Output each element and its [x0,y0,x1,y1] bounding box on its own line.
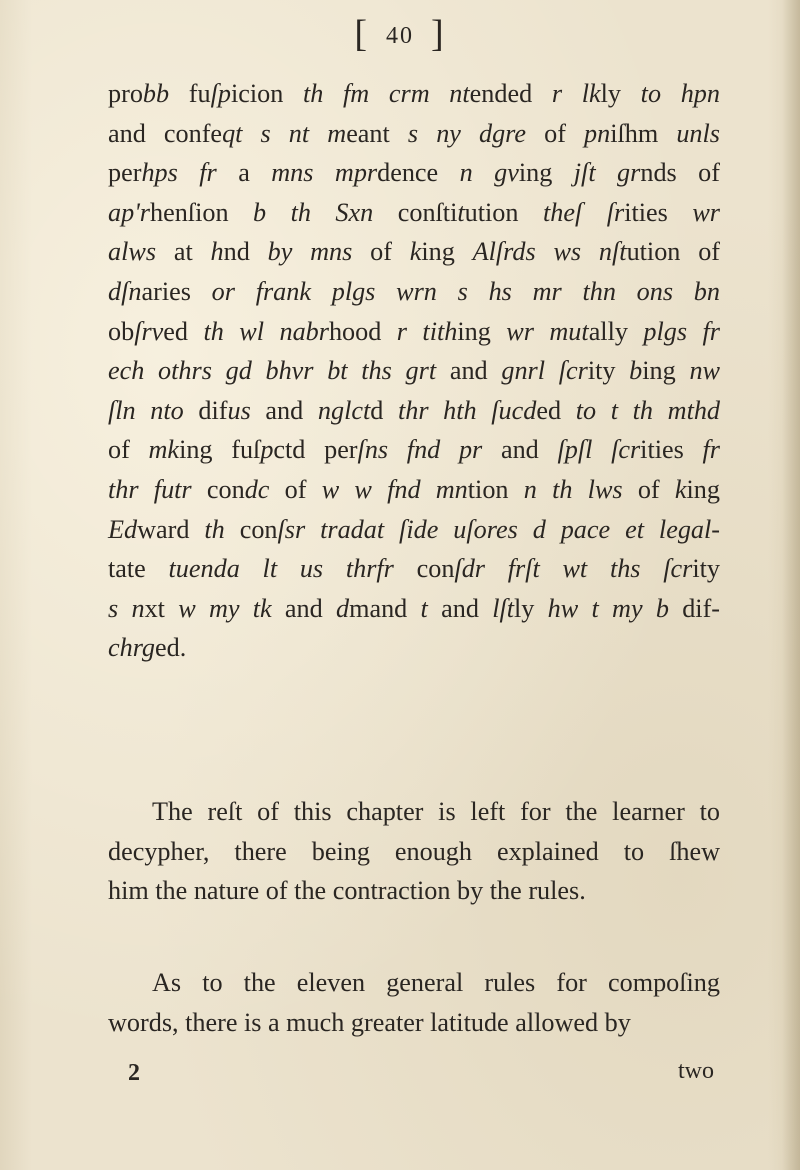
italic-run: mk [148,435,180,465]
italic-run: ech othrs gd bhvr bt ths grt [108,356,437,386]
text-line [108,153,720,193]
roman-run: words, there is a much greater latitude allowed by [108,1007,631,1037]
roman-run: tion [467,474,524,504]
roman-run: and [427,593,493,623]
italic-run: tuenda lt us thrfr [168,554,394,584]
italic-run: Ed [108,514,138,544]
roman-run: ution [464,197,543,227]
italic-run: Alſrds ws nſt [472,237,627,267]
roman-run: nds of [640,158,720,188]
roman-run: ities [640,435,703,465]
italic-run: ſln nto [108,395,184,425]
page-header [0,14,800,56]
text-line [108,351,720,391]
roman-run: and [250,395,318,425]
roman-run: at [156,237,211,267]
italic-run: t [457,197,465,227]
italic-run: n gv [459,158,519,188]
italic-run: ſpſl ſcr [557,435,641,465]
roman-run: conſti [373,197,458,227]
italic-run: w my tk [178,593,272,623]
roman-run: of [526,118,585,148]
catchword: two [678,1058,714,1084]
roman-run: and [271,593,336,623]
roman-run: ctd per [273,435,358,465]
italic-run: b th Sxn [253,197,374,227]
text-line [108,74,720,114]
roman-run: of [622,474,675,504]
roman-run: eant [346,118,408,148]
roman-run: ally [588,316,644,346]
italic-run: by mns [267,237,353,267]
roman-run: ended [469,79,552,108]
italic-run: ap'r [108,197,150,227]
italic-run: chrg [108,633,156,663]
italic-run: thr hth ſucd [397,395,537,425]
roman-run: dif- [668,593,721,623]
italic-run: pn [584,118,611,148]
italic-run: r tith [396,316,458,346]
italic-run: to t th mthd [575,395,721,425]
roman-run: and [436,356,502,386]
text-line [108,312,720,352]
italic-run: unls [676,118,720,148]
italic-run: ſns fnd pr [357,435,483,465]
text-line [108,963,720,1003]
italic-run: ſrv [134,316,164,346]
roman-run: dence [377,158,460,188]
roman-run: pro [108,79,143,108]
roman-run: ities [624,197,693,227]
text-line [108,1003,720,1043]
italic-run: gnrl ſcr [501,356,588,386]
text-line [108,232,720,272]
roman-run: him the nature of the contraction by the rules. [108,876,586,906]
paragraph-explanation [108,792,720,911]
text-line [108,510,720,550]
text-line [108,430,720,470]
roman-run: ed. [155,633,187,663]
roman-run: d [370,395,398,425]
italic-run: bb [142,79,170,108]
roman-run: ly [514,593,548,623]
roman-run: ed [536,395,576,425]
italic-run: th wl nabr [203,316,329,346]
text-line [108,589,720,629]
text-line [108,832,720,872]
italic-run: p [260,435,274,465]
italic-run: plgs fr [643,316,720,346]
italic-run: alws [108,237,157,267]
roman-run: of [269,474,322,504]
roman-run: per [108,158,142,188]
italic-run: s n [108,593,145,623]
paragraph-abbreviated-text [108,74,720,668]
italic-run: qt s nt m [222,118,347,148]
italic-run: w w fnd mn [321,474,468,504]
text-line [108,549,720,589]
italic-run: k [674,474,687,504]
text-line [108,391,720,431]
text-line [108,628,720,668]
roman-run: of [108,435,149,465]
italic-run: th fm crm nt [303,79,470,108]
roman-run: fu [169,79,211,108]
italic-run: dſn [108,276,142,306]
italic-run: mns mpr [271,158,378,188]
roman-run: The reſt of this chapter is left for the learner to [152,797,720,826]
italic-run: wr mut [506,316,589,346]
roman-run: hood [328,316,397,346]
right-bracket: ] [431,13,446,55]
roman-run: a [216,158,272,188]
italic-run: n th lws [523,474,623,504]
roman-run: ing [457,316,507,346]
roman-run: ity [587,356,630,386]
roman-run: decypher, there being enough explained to ſhew [108,836,720,866]
italic-run: ſsr tradat ſide uſores d pace et legal- [277,514,720,544]
roman-run: mand [349,593,421,623]
italic-run: th [204,514,225,544]
roman-run: nd [223,237,268,267]
text-line [108,792,720,832]
roman-run: con [224,514,278,544]
roman-run: ing [518,158,574,188]
italic-run: nglct [317,395,371,425]
roman-run: iſhm [610,118,677,148]
text-line [108,470,720,510]
italic-run: b [629,356,643,386]
text-line [108,114,720,154]
roman-run: icion [230,79,303,108]
paragraph-general-rules [108,963,720,1042]
italic-run: nw [689,356,720,386]
italic-run: lſt [492,593,515,623]
roman-run: ob [108,316,135,346]
italic-run: ſdr frſt wt ths ſcr [454,554,693,584]
page-edge-shadow [782,0,800,1170]
page-number: 40 [386,23,414,49]
roman-run: ing [642,356,690,386]
roman-run: ing [686,474,720,504]
roman-run: ution of [626,237,721,267]
italic-run: or frank plgs wrn s hs mr thn ons bn [211,276,720,306]
roman-run: tate [108,554,169,584]
italic-run: r lk [551,79,601,108]
italic-run: fr [702,435,720,465]
italic-run: d [336,593,350,623]
left-bracket: [ [354,13,369,55]
roman-run: ed [163,316,204,346]
roman-run: and confe [108,118,223,148]
roman-run: and [482,435,558,465]
roman-run: of [352,237,410,267]
italic-run: h [210,237,224,267]
text-line [108,272,720,312]
roman-run: con [393,554,455,584]
roman-run: ity [692,554,720,584]
roman-run: ly [600,79,641,108]
roman-run: xt [144,593,179,623]
roman-run: aries [141,276,212,306]
italic-run: k [409,237,422,267]
italic-run: jſt gr [573,158,641,188]
italic-run: us [227,395,251,425]
roman-run: ing fuſ [179,435,261,465]
italic-run: wr [692,197,720,227]
roman-run: con [191,474,245,504]
italic-run: hw t my b [547,593,669,623]
roman-run: dif [183,395,228,425]
page-footer [108,1058,720,1098]
text-line [108,871,720,911]
italic-run: s ny dgre [407,118,527,148]
italic-run: ſp [210,79,231,108]
italic-run: t [420,593,428,623]
italic-run: to hpn [640,79,720,108]
roman-run: henſion [149,197,254,227]
italic-run: hps fr [141,158,217,188]
text-line [108,193,720,233]
italic-run: thr futr [108,474,192,504]
italic-run: dc [244,474,270,504]
roman-run: ing [421,237,473,267]
signature-mark: 2 [128,1060,140,1086]
roman-run: As to the eleven general rules for compoſing [152,968,720,997]
roman-run: ward [137,514,205,544]
italic-run: theſ ſr [542,197,625,227]
